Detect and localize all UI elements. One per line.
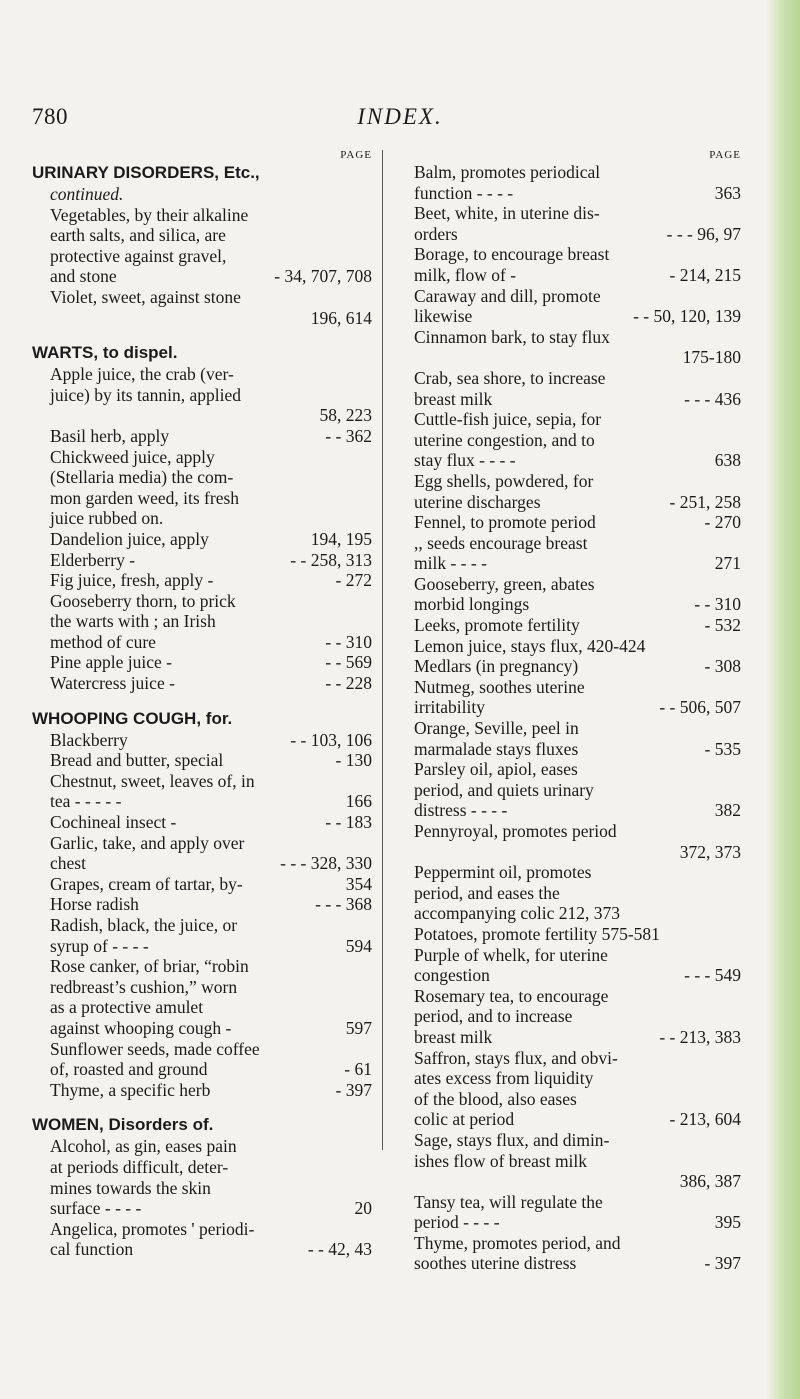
page-column-label: PAGE	[709, 149, 741, 161]
entry-text: function - - - -	[414, 182, 514, 203]
page-reference: 594	[345, 935, 372, 956]
entry-text: Balm, promotes periodical	[414, 162, 601, 182]
entry-text: Medlars (in pregnancy)	[414, 656, 579, 677]
entry-text: Orange, Seville, peel in	[414, 718, 579, 739]
index-entry	[396, 656, 741, 677]
index-entry	[32, 1136, 372, 1218]
entry-text: irritability	[414, 697, 485, 718]
entry-text: surface - - - -	[50, 1198, 142, 1219]
entry-text: tea - - - - -	[50, 791, 122, 812]
entry-text: Bread and butter, special	[50, 750, 224, 771]
entry-text: Borage, to encourage breast	[414, 244, 610, 265]
entry-text: against whooping cough -	[50, 1017, 232, 1038]
entry-text: Fig juice, fresh, apply -	[50, 570, 214, 591]
entry-text: Horse radish	[50, 894, 139, 915]
page-reference: - 397	[335, 1079, 372, 1100]
entry-text: uterine congestion, and to	[414, 429, 595, 450]
page-reference: 166	[345, 791, 372, 812]
index-entry	[396, 677, 741, 718]
page-reference: - 130	[335, 750, 372, 771]
page-reference: 382	[714, 800, 741, 821]
entry-text: Cinnamon bark, to stay flux	[414, 326, 610, 347]
entry-text: Potatoes, promote fertility 575-581	[414, 923, 660, 944]
entry-text: Crab, sea shore, to increase	[414, 367, 606, 388]
page-reference: 638	[714, 450, 741, 471]
page-reference: 196, 614	[310, 307, 372, 328]
index-entry	[32, 1080, 372, 1101]
page-reference: - - - 328, 330	[280, 853, 372, 874]
page-reference: - - - 96, 97	[666, 223, 741, 244]
index-entry	[396, 924, 741, 945]
entry-text: Purple of whelk, for uterine	[414, 944, 608, 965]
entry-text: Chestnut, sweet, leaves of, in	[50, 770, 255, 791]
entry-text: of, roasted and ground	[50, 1059, 208, 1080]
entry-text: accompanying colic 212, 373	[414, 903, 621, 924]
entry-text: Sunflower seeds, made coffee	[50, 1038, 260, 1059]
page-reference: 372, 373	[679, 841, 741, 862]
entry-text: Parsley oil, apiol, eases	[414, 759, 578, 780]
entry-text: Blackberry	[50, 729, 128, 750]
entry-text: orders	[414, 223, 458, 244]
entry-text: Alcohol, as gin, eases pain	[50, 1136, 237, 1157]
index-entry	[32, 1219, 372, 1260]
page-reference: - - - 368	[315, 894, 372, 915]
entry-text: Cuttle-fish juice, sepia, for	[414, 409, 602, 430]
entry-text: period, and eases the	[414, 882, 560, 903]
entry-text: mon garden weed, its fresh	[50, 487, 240, 508]
page-reference: - 308	[704, 656, 741, 677]
entry-text: colic at period	[414, 1109, 515, 1130]
index-entry	[396, 759, 741, 821]
index-entry	[32, 1039, 372, 1080]
page-reference: - - 362	[325, 425, 372, 446]
index-entry	[396, 327, 741, 368]
right-column	[396, 148, 741, 1274]
entry-text: Radish, black, the juice, or	[50, 915, 238, 935]
index-entry	[396, 821, 741, 862]
entry-text: and stone	[50, 266, 117, 287]
entry-text: protective against gravel,	[50, 245, 227, 266]
index-entry	[396, 1233, 741, 1274]
index-entry	[396, 862, 741, 924]
entry-text: redbreast’s cushion,” worn	[50, 976, 238, 997]
entry-text: Lemon juice, stays flux, 420-424	[414, 635, 646, 656]
index-entry	[396, 409, 741, 471]
index-entry	[32, 364, 372, 426]
entry-text: Rosemary tea, to encourage	[414, 985, 609, 1006]
entry-text: Grapes, cream of tartar, by-	[50, 873, 243, 894]
entry-text: Caraway and dill, promote	[414, 285, 601, 306]
entry-text: Gooseberry, green, abates	[414, 573, 595, 594]
index-entry	[32, 447, 372, 529]
entry-text: earth salts, and silica, are	[50, 225, 226, 246]
entry-text: Leeks, promote fertility	[414, 615, 580, 636]
page-reference: - 251, 258	[669, 491, 741, 512]
entry-text: morbid longings	[414, 594, 530, 615]
entry-text: soothes uterine distress	[414, 1253, 577, 1274]
page-reference: 354	[345, 873, 372, 894]
page-reference: 58, 223	[319, 405, 372, 426]
entry-text: ishes flow of breast milk	[414, 1150, 588, 1171]
entry-text: Fennel, to promote period	[414, 512, 596, 533]
entry-text: distress - - - -	[414, 800, 508, 821]
index-entry	[32, 915, 372, 956]
page-reference: - 61	[344, 1059, 372, 1080]
index-entry	[396, 203, 741, 244]
index-entry	[32, 652, 372, 673]
entry-text: Peppermint oil, promotes	[414, 862, 592, 883]
section-heading-whooping-cough: WHOOPING COUGH, for.	[32, 708, 233, 728]
page-reference: - - 183	[325, 812, 372, 833]
entry-text: chest	[50, 853, 86, 874]
index-entry	[396, 1130, 741, 1192]
entry-text: method of cure	[50, 631, 156, 652]
entry-text: juice rubbed on.	[50, 508, 164, 529]
index-entry	[396, 533, 741, 574]
index-entry	[396, 162, 741, 203]
entry-text: Basil herb, apply	[50, 425, 170, 446]
entry-text: Gooseberry thorn, to prick	[50, 590, 236, 611]
page-reference: - - 42, 43	[307, 1239, 372, 1260]
section-heading-women: WOMEN, Disorders of.	[32, 1115, 214, 1135]
running-head: INDEX.	[357, 104, 443, 129]
page-reference: - 397	[704, 1253, 741, 1274]
entry-text: Chickweed juice, apply	[50, 446, 215, 467]
index-entry	[32, 956, 372, 1038]
index-entry	[396, 512, 741, 533]
page-reference: - - 310	[325, 631, 372, 652]
index-entry	[396, 636, 741, 657]
page-reference: - - - 436	[684, 388, 741, 409]
page-reference: 194, 195	[310, 528, 372, 549]
page-reference: 363	[714, 182, 741, 203]
index-entry	[396, 1192, 741, 1233]
entry-text: milk, flow of -	[414, 264, 517, 285]
entry-text: juice) by its tannin, applied	[50, 384, 241, 405]
entry-text: Beet, white, in uterine dis-	[414, 203, 600, 224]
page-edge-discoloration	[766, 0, 800, 1399]
index-entry	[32, 287, 372, 328]
entry-text: stay flux - - - -	[414, 450, 516, 471]
index-entry	[396, 986, 741, 1048]
page-reference: - - - 549	[684, 965, 741, 986]
section-subheading: continued.	[50, 184, 124, 204]
page-reference: 20	[354, 1198, 372, 1219]
index-entry	[32, 874, 372, 895]
entry-text: Angelica, promotes ' periodi-	[50, 1218, 255, 1239]
entry-text: (Stellaria media) the com-	[50, 467, 234, 488]
entry-text: syrup of - - - -	[50, 935, 149, 956]
page-reference: - 535	[704, 738, 741, 759]
entry-text: breast milk	[414, 388, 493, 409]
entry-text: Nutmeg, soothes uterine	[414, 676, 585, 697]
entry-text: Thyme, promotes period, and	[414, 1232, 621, 1253]
entry-text: marmalade stays fluxes	[414, 738, 579, 759]
page-reference: - 270	[704, 512, 741, 533]
index-entry	[396, 945, 741, 986]
page-reference: 597	[345, 1017, 372, 1038]
entry-text: Rose canker, of briar, “robin	[50, 956, 249, 977]
entry-text: likewise	[414, 306, 473, 327]
index-entry	[396, 244, 741, 285]
index-entry	[32, 591, 372, 653]
index-entry	[396, 718, 741, 759]
entry-text: Tansy tea, will regulate the	[414, 1191, 603, 1212]
page-number: 780	[32, 104, 68, 129]
entry-text: Violet, sweet, against stone	[50, 286, 241, 307]
page-reference: - - 103, 106	[290, 729, 372, 750]
entry-text: congestion	[414, 965, 490, 986]
index-entry	[396, 286, 741, 327]
entry-text: Saffron, stays flux, and obvi-	[414, 1047, 618, 1068]
page-reference: 271	[714, 553, 741, 574]
entry-text: Apple juice, the crab (ver-	[50, 364, 234, 385]
page-reference: - - 213, 383	[659, 1026, 741, 1047]
page-column-label: PAGE	[340, 149, 372, 161]
index-entry	[396, 471, 741, 512]
entry-text: Sage, stays flux, and dimin-	[414, 1129, 610, 1150]
entry-text: Pennyroyal, promotes period	[414, 821, 617, 841]
page-reference: - 272	[335, 570, 372, 591]
page-reference: - - 228	[325, 673, 372, 694]
index-entry	[32, 812, 372, 833]
index-entry	[32, 550, 372, 571]
entry-text: of the blood, also eases	[414, 1088, 577, 1109]
page-reference: - 34, 707, 708	[274, 266, 372, 287]
index-entry	[32, 730, 372, 751]
index-entry	[32, 771, 372, 812]
entry-text: Pine apple juice -	[50, 652, 172, 673]
entry-text: cal function	[50, 1239, 134, 1260]
page-reference: - - 50, 120, 139	[633, 306, 741, 327]
entry-text: ,, seeds encourage breast	[414, 532, 588, 553]
page-reference: - 532	[704, 615, 741, 636]
index-entry	[32, 570, 372, 591]
entry-text: the warts with ; an Irish	[50, 611, 216, 632]
index-entry	[396, 574, 741, 615]
index-entry	[32, 750, 372, 771]
entry-text: Watercress juice -	[50, 673, 175, 694]
entry-text: period, and quiets urinary	[414, 779, 594, 800]
entry-text: Elderberry -	[50, 549, 136, 570]
page-reference: - - 258, 313	[290, 549, 372, 570]
page-reference: 175-180	[682, 347, 741, 368]
index-entry	[32, 673, 372, 694]
entry-text: as a protective amulet	[50, 997, 204, 1018]
entry-text: mines towards the skin	[50, 1177, 211, 1198]
page-reference: 386, 387	[679, 1171, 741, 1192]
page-reference: - 214, 215	[669, 264, 741, 285]
page-reference: - 213, 604	[669, 1109, 741, 1130]
entry-text: period - - - -	[414, 1212, 500, 1233]
index-entry	[396, 1048, 741, 1130]
page-reference: - - 569	[325, 652, 372, 673]
entry-text: Thyme, a specific herb	[50, 1079, 211, 1100]
entry-text: uterine discharges	[414, 491, 541, 512]
column-rule	[382, 150, 383, 1150]
index-entry	[396, 615, 741, 636]
entry-text: ates excess from liquidity	[414, 1068, 594, 1089]
index-entry	[32, 205, 372, 287]
entry-text: milk - - - -	[414, 553, 487, 574]
index-entry	[32, 894, 372, 915]
left-column	[32, 148, 372, 1260]
index-entry	[32, 833, 372, 874]
entry-text: period, and to increase	[414, 1006, 573, 1027]
entry-text: Garlic, take, and apply over	[50, 832, 245, 853]
entry-text: breast milk	[414, 1026, 493, 1047]
index-entry	[32, 529, 372, 550]
entry-text: at periods difficult, deter-	[50, 1156, 229, 1177]
entry-text: Dandelion juice, apply	[50, 528, 209, 549]
index-entry	[396, 368, 741, 409]
entry-text: Cochineal insect -	[50, 812, 177, 833]
page-reference: 395	[714, 1212, 741, 1233]
page-reference: - - 506, 507	[659, 697, 741, 718]
index-entry	[32, 426, 372, 447]
entry-text: Egg shells, powdered, for	[414, 470, 594, 491]
page-reference: - - 310	[694, 594, 741, 615]
entry-text: Vegetables, by their alkaline	[50, 204, 249, 225]
section-heading-urinary: URINARY DISORDERS, Etc.,	[32, 163, 260, 182]
section-heading-warts: WARTS, to dispel.	[32, 343, 178, 363]
